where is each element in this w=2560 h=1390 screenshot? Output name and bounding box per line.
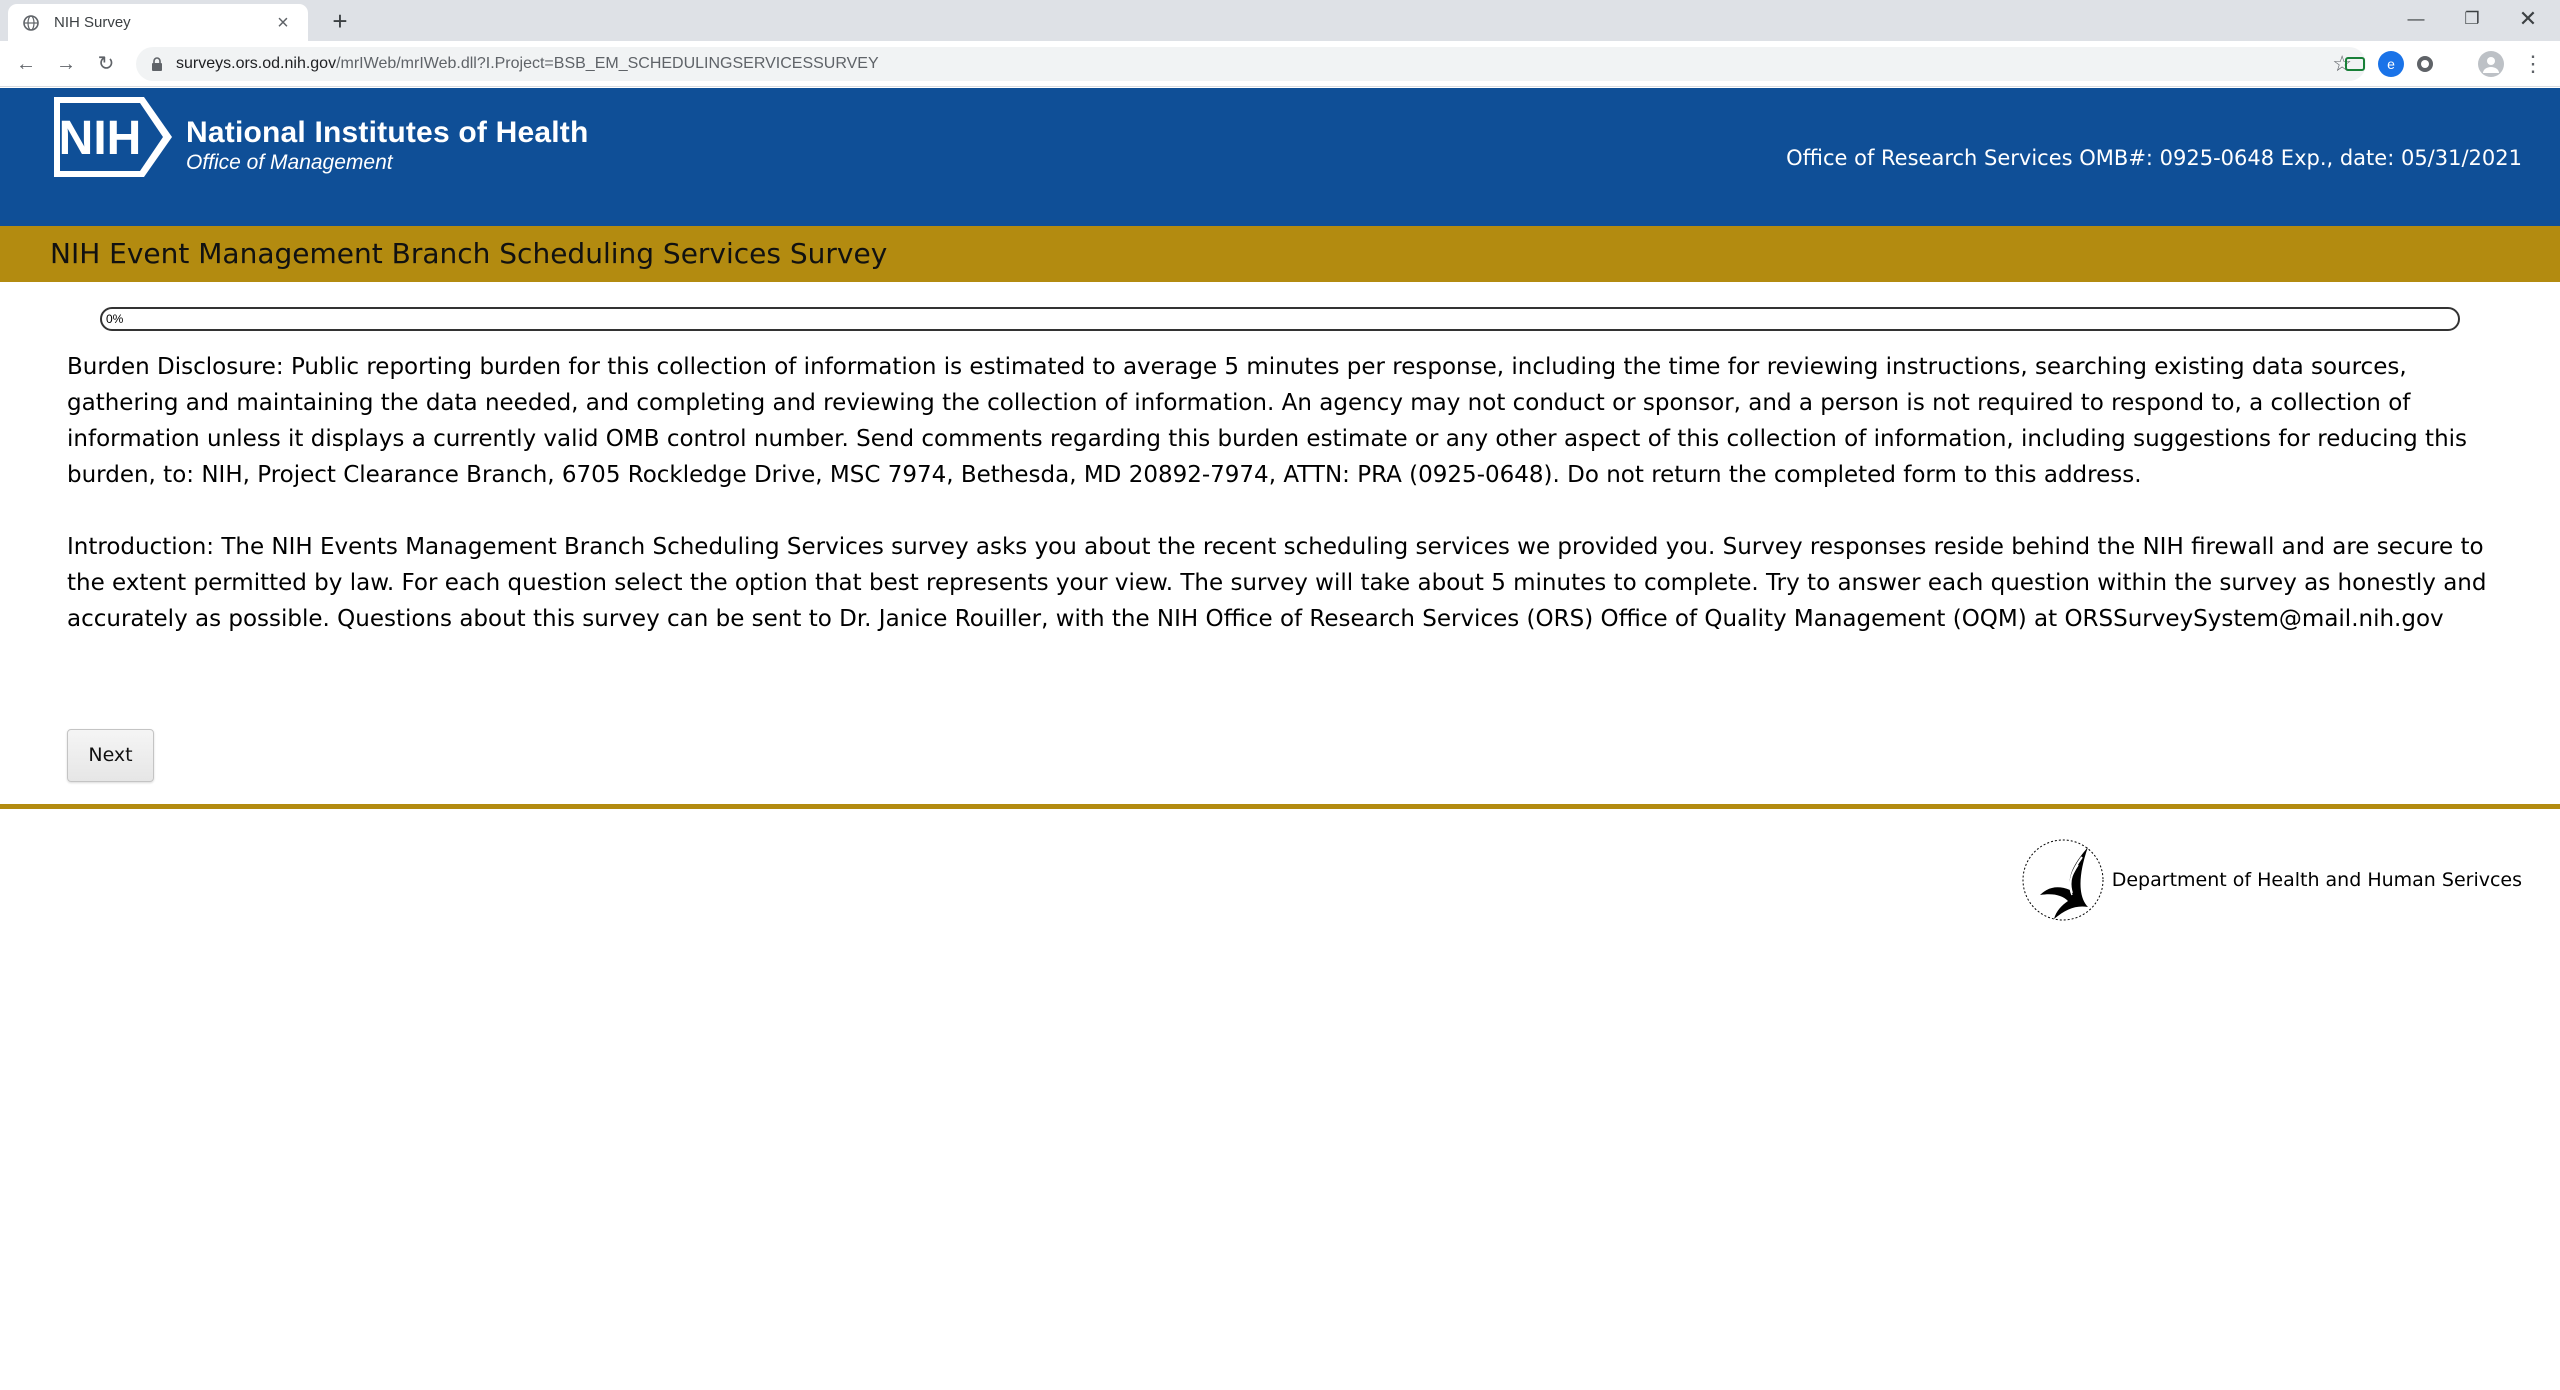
- hhs-text: Department of Health and Human Serivces: [2111, 869, 2522, 891]
- extension-green-icon[interactable]: [2342, 51, 2368, 77]
- footer-divider: [0, 804, 2560, 809]
- progress-label: 0%: [106, 312, 124, 326]
- browser-tabstrip: [0, 0, 2560, 41]
- bookmark-star-icon[interactable]: ☆: [2332, 51, 2352, 76]
- tab-title: NIH Survey: [54, 14, 131, 31]
- close-window-icon[interactable]: ✕: [2518, 6, 2538, 31]
- browser-menu-icon[interactable]: ⋮: [2522, 51, 2544, 76]
- nih-header: [0, 88, 2560, 226]
- org-office: Office of Management: [186, 151, 393, 174]
- progress-bar: [100, 307, 2460, 331]
- hhs-seal-icon: [2018, 835, 2108, 925]
- omb-info: Office of Research Services OMB#: 0925-0648 Exp., date: 05/31/2021: [1786, 146, 2522, 170]
- browser-toolbar: [0, 41, 2560, 87]
- restore-icon[interactable]: ❐: [2464, 9, 2480, 28]
- extension-circle-icon[interactable]: [2412, 51, 2438, 77]
- burden-disclosure-text: Burden Disclosure: Public reporting burden for this collection of information is estimated to average 5 minutes per response, including the time for reviewing instructions, searching existing data sources, gathering and maintaining the data needed, and completing and reviewing the collection of information. An agency may not conduct or sponsor, and a person is not required to respond to, a collection of information unless it displays a currently valid OMB control number. Send comments regarding this burden estimate or any other aspect of this collection of information, including suggestions for reducing this burden, to: NIH, Project Clearance Branch, 6705 Rockledge Drive, MSC 7974, Bethesda, MD 20892-7974, ATTN: PRA (0925-0648). Do not return the completed form to this address.: [67, 354, 2468, 488]
- url-text: surveys.ors.od.nih.gov/mrIWeb/mrIWeb.dll?I.Project=BSB_EM_SCHEDULINGSERVICESSURVEY: [176, 55, 879, 72]
- minimize-icon[interactable]: —: [2407, 9, 2425, 28]
- address-bar[interactable]: [136, 47, 2366, 81]
- profile-avatar-icon[interactable]: [2478, 51, 2504, 77]
- close-tab-icon[interactable]: ×: [277, 11, 289, 34]
- survey-title-bar: [0, 226, 2560, 282]
- extension-blue-icon[interactable]: e: [2378, 51, 2404, 77]
- next-button[interactable]: Next: [67, 729, 154, 782]
- back-arrow-icon[interactable]: ←: [16, 53, 36, 75]
- globe-icon: [22, 14, 40, 32]
- hhs-footer: [2018, 835, 2522, 925]
- org-name: National Institutes of Health: [186, 116, 589, 149]
- reload-icon[interactable]: ↻: [97, 53, 115, 75]
- nih-logo-text: NIH: [58, 112, 142, 165]
- page-title: NIH Event Management Branch Scheduling Services Survey: [50, 237, 888, 270]
- forward-arrow-icon[interactable]: →: [56, 53, 76, 75]
- nih-logo[interactable]: [52, 94, 178, 180]
- introduction-text: Introduction: The NIH Events Management Branch Scheduling Services survey asks you about the recent scheduling services we provided you. Survey responses reside behind the NIH firewall and are secure to the extent permitted by law. For each question select the option that best represents your view. The survey will take about 5 minutes to complete. Try to answer each question within the survey as honestly and accurately as possible. Questions about this survey can be sent to Dr. Janice Rouiller, with the NIH Office of Research Services (ORS) Office of Quality Management (OQM) at ORSSurveySystem@mail.nih.gov: [67, 534, 2487, 632]
- browser-tab[interactable]: [8, 4, 308, 41]
- lock-icon: [148, 55, 166, 73]
- new-tab-button[interactable]: +: [332, 6, 348, 36]
